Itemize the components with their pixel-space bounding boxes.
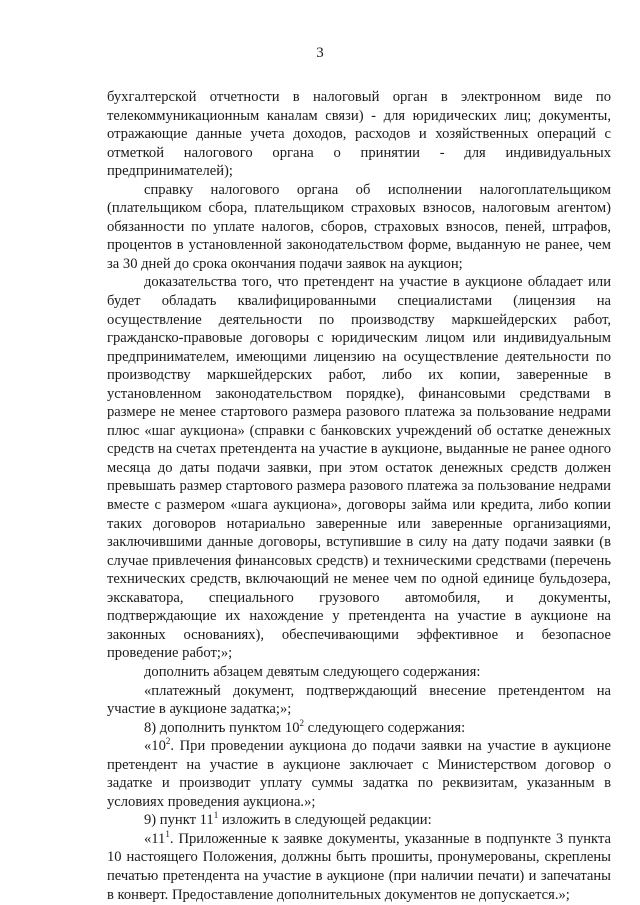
item-8-text-end: следующего содержания:: [304, 719, 466, 736]
item-9-text-start: 9) пункт 11: [144, 812, 214, 829]
page-number: 3: [316, 45, 324, 61]
paragraph-add-ninth-subparagraph: дополнить абзацем девятым следующего содержания:: [144, 663, 481, 680]
paragraph-reporting-documents: бухгалтерской отчетности в налоговый орган в электронном виде по телекоммуникационным каналам связи) - для юридических лиц; документы, отражающие данные учета доходов, расходов и хозяйственных операций с отметкой налогового органа о принятии - для индивидуальных предпринимателей);: [107, 89, 611, 180]
clause-11-1-text-start: «11: [144, 830, 166, 847]
clause-10-2-text-end: . При проведении аукциона до подачи заявки на участие в аукционе претендент на участие в аукционе заключает с Министерством договор о задатке и производит уплату суммы задатка по реквизитам, указанным в условиях проведения аукциона.»;: [107, 738, 611, 810]
item-8-text-start: 8) дополнить пунктом 10: [144, 719, 300, 736]
clause-10-2-text-start: «10: [144, 738, 166, 755]
paragraph-tax-certificate: справку налогового органа об исполнении налогоплательщиком (плательщиком сбора, плательщиком страховых взносов, налоговым агентом) обязанности по уплате налогов, сборов, страховых взносов, пеней, штрафов, процентов в установленной законодательством форме, выданную не ранее, чем за 30 дней до срока окончания подачи заявок на аукцион;: [107, 181, 611, 272]
clause-10-2-superscript: 2: [165, 736, 171, 747]
item-9-superscript: 1: [213, 810, 219, 821]
paragraph-payment-document: «платежный документ, подтверждающий внесение претендентом на участие в аукционе задатка;»;: [107, 682, 611, 718]
document-body: [107, 88, 611, 904]
paragraph-qualification-evidence: доказательства того, что претендент на участие в аукционе обладает или будет обладать квалифицированными специалистами (лицензия на осуществление деятельности по производству маркшейдерских работ, гражданско-правовые договоры с юридическим лицом или индивидуальным предпринимателем, имеющими лицензию на осуществление деятельности по производству маркшейдерских работ, либо их копии, заверенные в установленном законодательством порядке), финансовыми средствами в размере не менее стартового размера разового платежа за пользование недрами плюс «шаг аукциона» (справки с банковских учреждений об остатке денежных средств на счетах претендента на участие в аукционе, выданные не ранее одного месяца до даты подачи заявки, при этом остаток денежных средств должен превышать размер стартового размера разового платежа за пользование недрами вместе с размером «шага аукциона», договоры займа или кредита, либо копии таких договоров нотариально заверенные или заверенные организациями, заключившими данные договоры, вступившие в силу на дату подачи заявки (в случае привлечения финансовых средств) и техническими средствами (перечень технических средств, включающий не менее чем по одной единице бульдозера, экскаватора, специального грузового автомобиля, и документы, подтверждающие их нахождение у претендента на участие в аукционе на законных основаниях), обеспечивающими эффективное и безопасное проведение работ;»;: [107, 274, 611, 662]
paragraph-item-8: [107, 719, 611, 738]
paragraph-item-9: [107, 811, 611, 830]
paragraph-clause-11-1: [107, 830, 611, 904]
clause-11-1-superscript: 1: [165, 828, 170, 839]
item-8-superscript: 2: [299, 717, 305, 728]
paragraph-clause-10-2: [107, 737, 611, 811]
item-9-text-end: изложить в следующей редакции:: [218, 812, 432, 829]
clause-11-1-text-end: . Приложенные к заявке документы, указанные в подпункте 3 пункта 10 настоящего Положения, должны быть прошиты, пронумерованы, скреплены печатью претендента на участие в аукционе (при наличии печати) и запечатаны в конверт. Предоставление дополнительных документов не допускается.»;: [107, 830, 611, 903]
